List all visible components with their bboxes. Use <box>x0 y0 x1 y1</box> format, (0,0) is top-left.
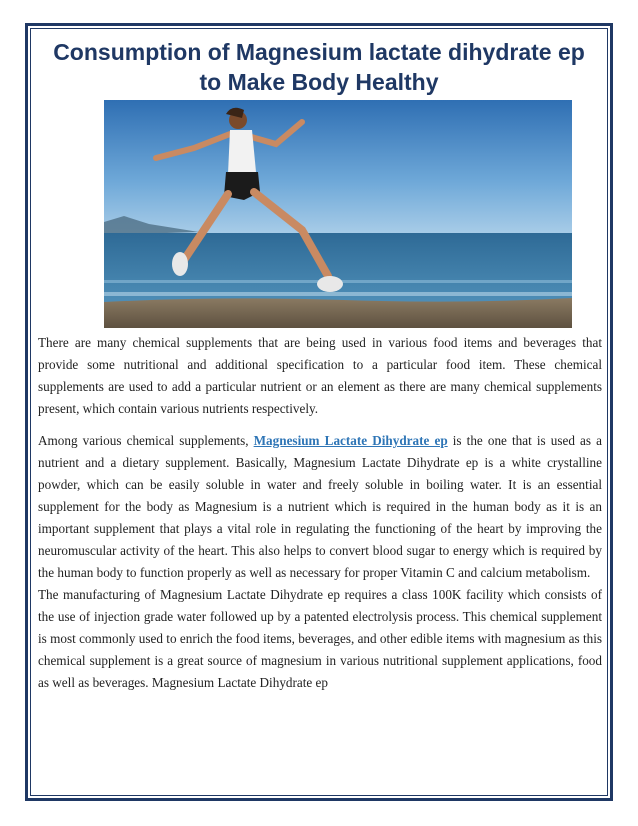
magnesium-lactate-link[interactable]: Magnesium Lactate Dihydrate ep <box>253 433 448 448</box>
paragraph-1: There are many chemical supplements that are being used in various food items and beverages that provide some nutritional and additional specification to a particular food item. These chemical supplements are used to add a particular nutrient or an element as there are many chemical supplements present, which contain various nutrients respectively. <box>38 335 602 416</box>
document-title: Consumption of Magnesium lactate dihydrate ep to Make Body Healthy <box>53 39 585 95</box>
paragraph-2 <box>38 430 602 584</box>
paragraph-3: The manufacturing of Magnesium Lactate Dihydrate ep requires a class 100K facility which consists of the use of injection grade water followed up by a patented electrolysis process. This chemical supplement is most commonly used to enrich the food items, beverages, and other edible items with magnesium as this chemical supplement is a great source of magnesium in various nutritional supplement applications, food as well as beverages. Magnesium Lactate Dihydrate ep <box>38 587 602 690</box>
body-text <box>38 332 602 694</box>
hero-photo <box>104 100 572 328</box>
paragraph-2-intro: Among various chemical supplements, <box>38 433 254 448</box>
paragraph-2-rest: is the one that is used as a nutrient and a dietary supplement. Basically, Magnesium Lactate Dihydrate ep is a white crystalline powder, which can be easily soluble in water and freely soluble in boiling water. It is an essential supplement for the body as Magnesium is a nutrient which is required in the human body as it is an important supplement that plays a vital role in regulating the functioning of the heart by improving the neuromuscular activity of the heart. This also helps to convert blood sugar to energy which is required by the human body to function properly as well as necessary for proper Vitamin C and calcium metabolism. <box>38 433 602 580</box>
